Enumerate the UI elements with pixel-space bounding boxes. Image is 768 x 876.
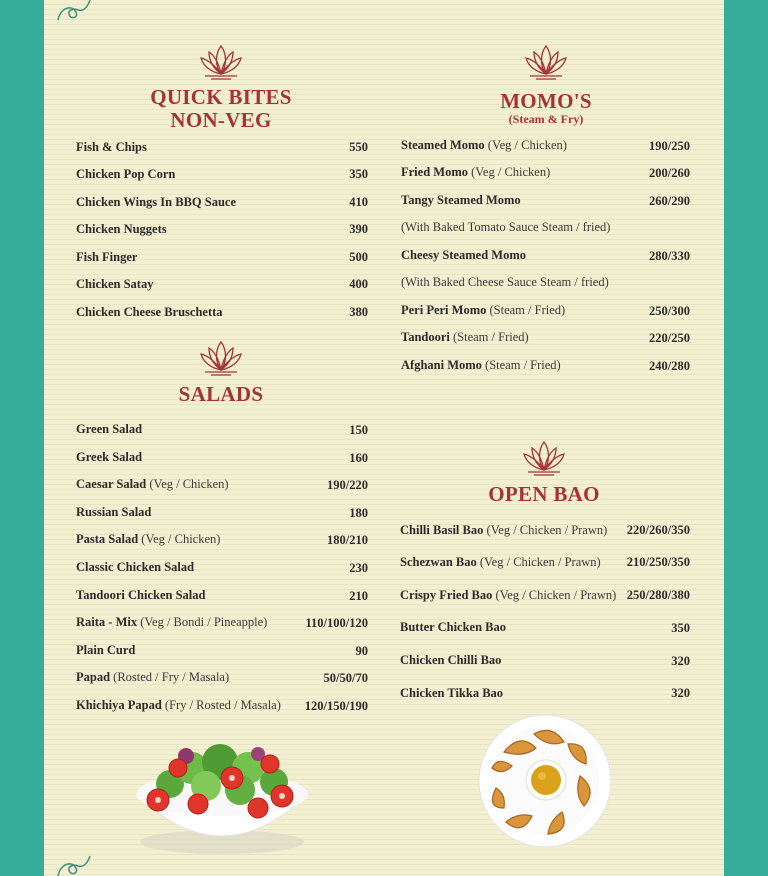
salad-bowl-image: [130, 738, 314, 858]
menu-item-title: Raita - Mix: [76, 615, 138, 629]
menu-item-price: 350: [349, 167, 368, 181]
menu-item-title: Steamed Momo: [401, 138, 485, 152]
lotus-icon: [197, 42, 245, 82]
lotus-icon: [520, 438, 568, 478]
open-bao-title: OPEN BAO: [488, 482, 600, 506]
swirl-icon: [54, 0, 94, 26]
menu-page: [44, 0, 724, 876]
menu-item-price: 220/250: [649, 331, 690, 345]
menu-item-note: (Steam / Fried): [485, 358, 561, 372]
menu-item-price: 230: [349, 561, 368, 575]
menu-item-note: (Rosted / Fry / Masala): [113, 670, 230, 684]
menu-item-price: 190/220: [327, 478, 368, 492]
menu-item-price: 380: [349, 305, 368, 319]
menu-item-price: 280/330: [649, 249, 690, 263]
menu-item-name: [400, 523, 607, 538]
menu-item-title: Tandoori Chicken Salad: [76, 588, 206, 602]
menu-item-name: [76, 477, 229, 492]
menu-item-name: [400, 686, 503, 701]
menu-item-price: 550: [349, 140, 368, 154]
menu-item-name: [400, 588, 616, 603]
menu-item-title: Chicken Pop Corn: [76, 167, 176, 181]
menu-item-name: [76, 588, 205, 603]
menu-item-note: (Veg / Chicken): [471, 165, 551, 179]
momos-title-main: MOMO'S: [500, 89, 592, 113]
menu-item-title: Tangy Steamed Momo: [401, 193, 521, 207]
menu-item-title: Peri Peri Momo: [401, 303, 487, 317]
menu-item-note: (Steam / Fried): [489, 303, 566, 317]
momos-subtitle: (Steam & Fry): [508, 112, 584, 127]
menu-item-name: [76, 277, 153, 292]
menu-item-price: 410: [349, 195, 368, 209]
menu-item-title: Tandoori: [401, 330, 450, 344]
momo-plate-image: [476, 712, 614, 850]
menu-item-title: Afghani Momo: [401, 358, 482, 372]
menu-item-title: Greek Salad: [76, 450, 143, 464]
menu-item-price: 400: [349, 277, 368, 291]
menu-item-title: Chicken Wings In BBQ Sauce: [76, 195, 237, 209]
menu-item-name: [76, 532, 220, 547]
menu-item-title: Chicken Cheese Bruschetta: [76, 305, 223, 319]
menu-item-title: Papad: [76, 670, 111, 684]
momos-title: [436, 90, 656, 126]
menu-item-name: [76, 560, 194, 575]
menu-item-name: [76, 505, 151, 520]
menu-item-note: (With Baked Cheese Sauce Steam / fried): [401, 275, 609, 289]
quick-bites-title: [104, 86, 338, 132]
menu-item-name: [76, 140, 147, 155]
quick-bites-title-line2: NON-VEG: [170, 108, 272, 133]
menu-item-price: 110/100/120: [305, 616, 368, 630]
menu-item-name: [401, 165, 550, 180]
menu-item-note: (Veg / Chicken / Prawn): [486, 523, 608, 537]
menu-item-title: Classic Chicken Salad: [76, 560, 195, 574]
menu-item-title: Crispy Fried Bao: [400, 588, 493, 602]
menu-item-name: [401, 138, 567, 153]
menu-item-note: (With Baked Tomato Sauce Steam / fried): [401, 220, 611, 234]
menu-item-name: [76, 698, 281, 713]
menu-item-name: [401, 330, 529, 345]
menu-item-price: 210: [349, 589, 368, 603]
menu-item-price: 240/280: [649, 359, 690, 373]
menu-item-name: [76, 450, 142, 465]
menu-item-name: [401, 220, 610, 235]
menu-item-title: Cheesy Steamed Momo: [401, 248, 526, 262]
menu-item-name: [401, 358, 561, 373]
menu-item-title: Chicken Satay: [76, 277, 154, 291]
menu-item-title: Green Salad: [76, 422, 143, 436]
menu-item-price: 350: [671, 621, 690, 635]
menu-item-name: [76, 422, 142, 437]
menu-item-price: 200/260: [649, 166, 690, 180]
menu-item-title: Chicken Chilli Bao: [400, 653, 502, 667]
menu-item-title: Chilli Basil Bao: [400, 523, 484, 537]
menu-item-price: 260/290: [649, 194, 690, 208]
menu-item-name: [400, 555, 601, 570]
menu-item-title: Chicken Nuggets: [76, 222, 167, 236]
menu-item-title: Fried Momo: [401, 165, 468, 179]
menu-item-note: (Veg / Chicken): [141, 532, 221, 546]
menu-item-price: 390: [349, 222, 368, 236]
menu-item-title: Khichiya Papad: [76, 698, 162, 712]
menu-item-price: 190/250: [649, 139, 690, 153]
menu-item-title: Butter Chicken Bao: [400, 620, 507, 634]
menu-item-name: [401, 248, 526, 263]
menu-item-price: 250/280/380: [626, 588, 690, 602]
menu-item-name: [401, 275, 609, 290]
menu-item-price: 500: [349, 250, 368, 264]
menu-item-price: 180: [349, 506, 368, 520]
menu-item-price: 120/150/190: [304, 699, 368, 713]
menu-item-name: [400, 620, 506, 635]
menu-item-price: 90: [355, 644, 368, 658]
menu-item-title: Russian Salad: [76, 505, 152, 519]
menu-item-name: [401, 303, 565, 318]
menu-item-price: 150: [349, 423, 368, 437]
menu-item-price: 210/250/350: [626, 555, 690, 569]
menu-item-note: (Veg / Bondi / Pineapple): [140, 615, 268, 629]
lotus-icon: [522, 42, 570, 82]
menu-item-name: [401, 193, 521, 208]
menu-item-note: (Veg / Chicken): [149, 477, 229, 491]
lotus-icon: [197, 338, 245, 378]
menu-item-title: Fish & Chips: [76, 140, 147, 154]
menu-item-price: 50/50/70: [323, 671, 368, 685]
menu-item-price: 320: [671, 686, 690, 700]
salads-title: SALADS: [178, 382, 264, 406]
menu-item-name: [76, 250, 137, 265]
menu-item-note: (Veg / Chicken / Prawn): [495, 588, 617, 602]
swirl-icon: [54, 846, 94, 876]
menu-item-price: 250/300: [649, 304, 690, 318]
menu-item-title: Pasta Salad: [76, 532, 139, 546]
menu-item-name: [76, 615, 267, 630]
menu-item-note: (Fry / Rosted / Masala): [164, 698, 281, 712]
menu-item-note: (Steam / Fried): [453, 330, 529, 344]
menu-item-name: [400, 653, 501, 668]
menu-item-price: 180/210: [327, 533, 368, 547]
menu-item-name: [76, 643, 135, 658]
menu-item-note: (Veg / Chicken): [487, 138, 567, 152]
quick-bites-title-line1: QUICK BITES: [150, 85, 292, 109]
menu-item-price: 320: [671, 654, 690, 668]
menu-item-name: [76, 222, 167, 237]
menu-item-name: [76, 305, 223, 320]
menu-item-title: Caesar Salad: [76, 477, 147, 491]
menu-item-name: [76, 167, 175, 182]
menu-item-title: Chicken Tikka Bao: [400, 686, 504, 700]
menu-item-title: Plain Curd: [76, 643, 136, 657]
menu-item-name: [76, 195, 236, 210]
menu-item-title: Fish Finger: [76, 250, 138, 264]
menu-item-title: Schezwan Bao: [400, 555, 477, 569]
menu-item-price: 220/260/350: [626, 523, 690, 537]
menu-item-name: [76, 670, 229, 685]
menu-item-price: 160: [349, 451, 368, 465]
menu-item-note: (Veg / Chicken / Prawn): [479, 555, 601, 569]
